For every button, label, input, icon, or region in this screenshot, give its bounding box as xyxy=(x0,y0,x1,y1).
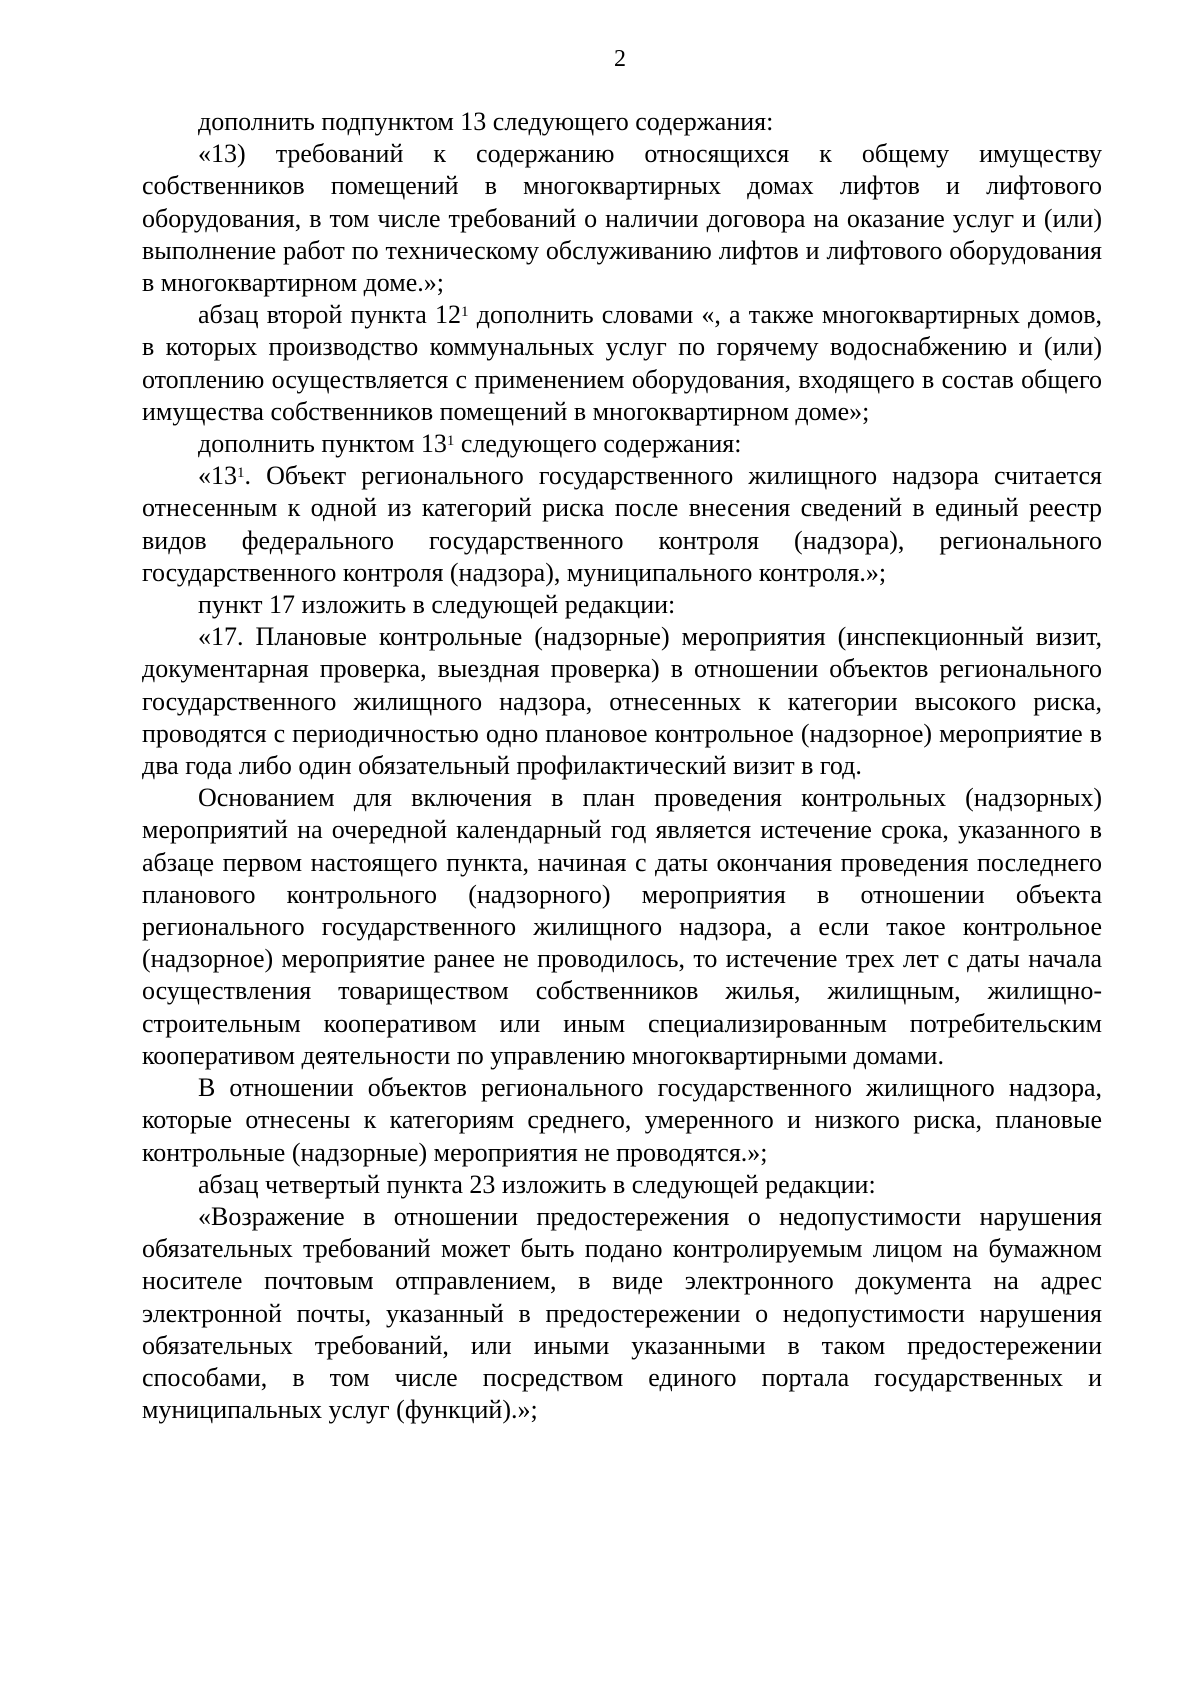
superscript: 1 xyxy=(446,433,455,450)
paragraph-add-item-13-1 xyxy=(142,428,1102,460)
paragraph-text: «13 xyxy=(198,461,237,491)
paragraph-item-17-intro xyxy=(142,589,1102,621)
paragraph-text: В отношении объектов регионального государственного жилищного надзора, которые отнесены к категориям среднего, умеренного и низкого риска, плановые контрольные (надзорные) мероприятия не проводятся.»; xyxy=(142,1073,1102,1167)
paragraph-item-17-text xyxy=(142,621,1102,782)
superscript: 1 xyxy=(461,304,469,321)
paragraph-add-subitem-13 xyxy=(142,106,1102,138)
paragraph-item-17-low-risk xyxy=(142,1072,1102,1169)
page-number: 2 xyxy=(614,46,626,72)
paragraph-text: дополнить пунктом 13 xyxy=(198,429,447,459)
paragraph-item-17-basis xyxy=(142,782,1102,1072)
paragraph-item-13-1-text xyxy=(142,460,1102,589)
paragraph-text: «13) требований к содержанию относящихся к общему имуществу собственников помещений в многоквартирных домах лифтов и лифтового оборудования, в том числе требований о наличии договора на оказание услуг и (или) выполнение работ по техническому обслуживанию лифтов и лифтового оборудования в многоквартирном доме.»; xyxy=(142,139,1102,298)
paragraph-text: «Возражение в отношении предостережения о недопустимости нарушения обязательных требований может быть подано контролируемым лицом на бумажном носителе почтовым отправлением, в виде электронного документа на адрес электронной почты, указанный в предостережении о недопустимости нарушения обязательных требований, или иными указанными в таком предостережении способами, в том числе посредством единого портала государственных и муниципальных услуг (функций).»; xyxy=(142,1201,1102,1425)
paragraph-text: . Объект регионального государственного жилищного надзора считается отнесенным к одной из категорий риска после внесения сведений в единый реестр видов федерального государственного контроля (надзора), регионального государственного контроля (надзора), муниципального контроля.»; xyxy=(142,461,1102,587)
paragraph-text: дополнить подпунктом 13 следующего содержания: xyxy=(198,107,774,136)
document-body xyxy=(142,106,1102,1426)
paragraph-text: «17. Плановые контрольные (надзорные) мероприятия (инспекционный визит, документарная проверка, выездная проверка) в отношении объектов регионального государственного жилищного надзора, отнесенных к категории высокого риска, проводятся с периодичностью одно плановое контрольное (надзорное) мероприятие в два года либо один обязательный профилактический визит в год. xyxy=(142,622,1102,781)
paragraph-item-23-text xyxy=(142,1201,1102,1426)
paragraph-text: пункт 17 изложить в следующей редакции: xyxy=(198,590,676,620)
superscript: 1 xyxy=(237,465,245,482)
paragraph-text: абзац второй пункта 12 xyxy=(198,300,462,330)
paragraph-subitem-13-text xyxy=(142,138,1102,299)
paragraph-text: следующего содержания: xyxy=(454,429,742,459)
paragraph-text: дополнить словами «, а также многоквартирных домов, в которых производство коммунальных услуг по горячему водоснабжению и (или) отоплению осуществляется с применением оборудования, входящего в состав общего имущества собственников помещений в многоквартирном доме»; xyxy=(142,300,1102,426)
paragraph-text: абзац четвертый пункта 23 изложить в следующей редакции: xyxy=(198,1169,876,1199)
paragraph-text: Основанием для включения в план проведения контрольных (надзорных) мероприятий на очередной календарный год является истечение срока, указанного в абзаце первом настоящего пункта, начиная с даты окончания проведения последнего планового контрольного (надзорного) мероприятия в отношении объекта регионального государственного жилищного надзора, а если такое контрольное (надзорное) мероприятие ранее не проводилось, то истечение трех лет с даты начала осуществления товариществом собственников жилья, жилищным, жилищно-строительным кооперативом или иным специализированным потребительским кооперативом деятельности по управлению многоквартирными домами. xyxy=(142,783,1102,1070)
paragraph-item-23-intro xyxy=(142,1169,1102,1201)
paragraph-item-12-1-addition xyxy=(142,299,1102,428)
